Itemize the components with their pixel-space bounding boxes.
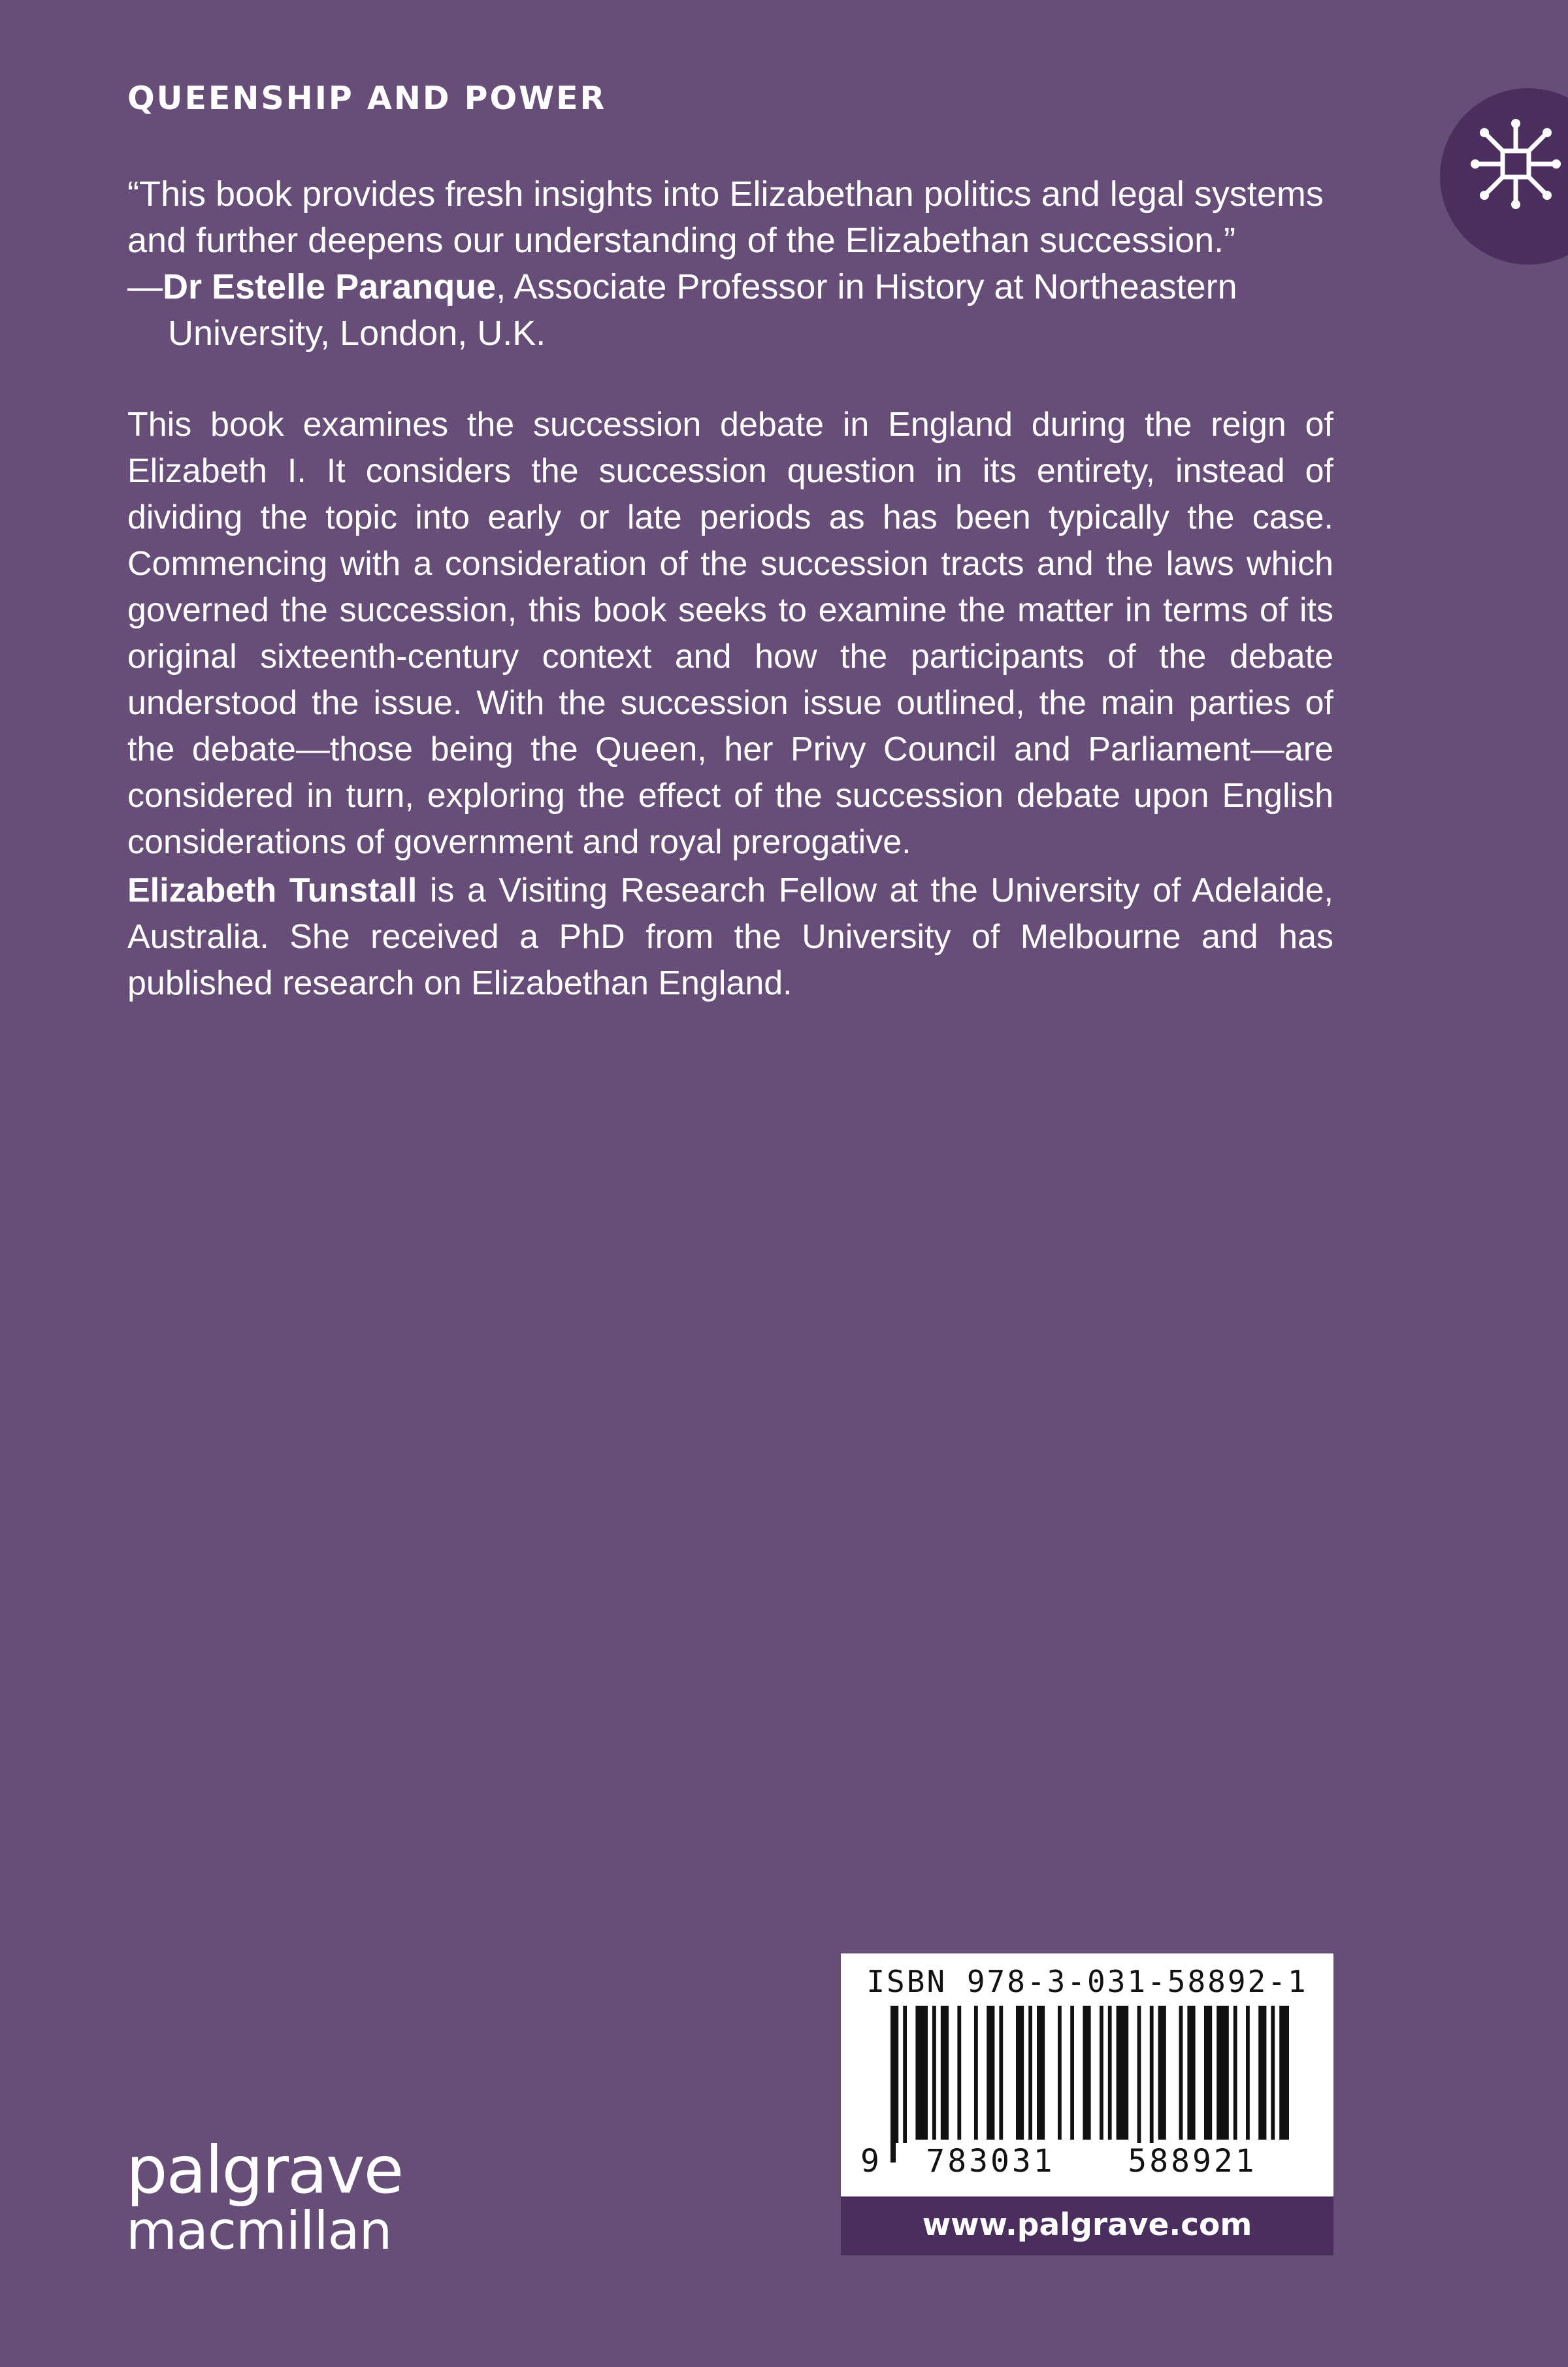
barcode-bar bbox=[1083, 2006, 1090, 2140]
barcode-digit-first: 9 bbox=[860, 2143, 879, 2179]
barcode-bar bbox=[1258, 2006, 1266, 2140]
emblem-graphic bbox=[1470, 118, 1561, 210]
barcode-bar bbox=[1028, 2006, 1032, 2140]
book-description: This book examines the succession debate in England during the reign of Elizabeth I. It considers the succession question in its entirety, instead of dividing the topic into early or late periods as has been typically the case. Commencing with a consideration of the succession tracts and the laws which governed the succession, this book seeks to examine the matter in terms of its original sixteenth-century context and how the participants of the debate understood the issue. With the succession issue outlined, the main parties of the debate—those being the Queen, her Privy Council and Parliament—are considered in turn, exploring the effect of the succession debate upon English considerations of government and royal prerogative. bbox=[127, 406, 1333, 861]
barcode-bar bbox=[987, 2006, 994, 2140]
barcode-bar bbox=[1117, 2006, 1129, 2140]
endorser-affiliation: , Associate Professor in History at Northeastern University, London, U.K. bbox=[168, 267, 1237, 353]
endorsement-quote: “This book provides fresh insights into Elizabethan politics and legal systems and further deepens our understanding of the Elizabethan succession.” bbox=[127, 174, 1324, 260]
barcode-bar bbox=[890, 2006, 898, 2163]
series-title: QUEENSHIP AND POWER bbox=[127, 80, 607, 117]
barcode-bar bbox=[932, 2006, 936, 2140]
palgrave-emblem-icon bbox=[1440, 88, 1568, 265]
author-name: Elizabeth Tunstall bbox=[127, 872, 417, 909]
barcode-bar bbox=[915, 2006, 928, 2140]
barcode-bar bbox=[1137, 2006, 1141, 2163]
barcode-bar bbox=[1179, 2006, 1183, 2140]
barcode-bar bbox=[1100, 2006, 1103, 2140]
barcode-bar bbox=[1108, 2006, 1112, 2140]
barcode-bar bbox=[1204, 2006, 1212, 2140]
author-bio-text: is a Visiting Research Fellow at the University of Adelaide, Australia. She received a PhD from the University of Melbourne and has published research on Elizabethan England. bbox=[127, 872, 1333, 1002]
barcode-bar bbox=[1158, 2006, 1166, 2140]
barcode-bar bbox=[999, 2006, 1003, 2140]
barcode-bar bbox=[974, 2006, 978, 2140]
barcode-digits-right: 588921 bbox=[1098, 2143, 1287, 2179]
barcode-bar bbox=[1070, 2006, 1074, 2140]
barcode-bar bbox=[1246, 2006, 1250, 2140]
barcode-bar bbox=[957, 2006, 961, 2140]
barcode-bar bbox=[1037, 2006, 1045, 2140]
barcode-bar bbox=[1279, 2006, 1289, 2140]
endorsement-attribution bbox=[127, 264, 1377, 357]
barcode-bar bbox=[1187, 2006, 1195, 2140]
barcode-bar bbox=[1016, 2006, 1024, 2140]
barcode-icon bbox=[890, 2006, 1289, 2163]
isbn-barcode-box bbox=[841, 1953, 1333, 2196]
barcode-bar bbox=[1217, 2006, 1229, 2140]
barcode-bar bbox=[941, 2006, 949, 2140]
palgrave-macmillan-logo bbox=[126, 2132, 403, 2261]
barcode-bar bbox=[1233, 2006, 1237, 2140]
barcode-bar bbox=[1058, 2006, 1062, 2140]
endorser-name: Dr Estelle Paranque bbox=[163, 267, 497, 306]
barcode-bar bbox=[1271, 2006, 1275, 2140]
isbn-label: ISBN 978-3-031-58892-1 bbox=[866, 1964, 1308, 1999]
logo-line-macmillan: macmillan bbox=[126, 2200, 392, 2261]
barcode-bar bbox=[1150, 2006, 1154, 2163]
logo-line-palgrave: palgrave bbox=[126, 2132, 403, 2208]
publisher-url: www.palgrave.com bbox=[841, 2196, 1333, 2255]
barcode-digits-left: 783031 bbox=[896, 2143, 1085, 2179]
barcode-bar bbox=[903, 2006, 907, 2163]
attribution-dash: — bbox=[127, 267, 163, 306]
author-bio bbox=[127, 868, 1333, 1007]
